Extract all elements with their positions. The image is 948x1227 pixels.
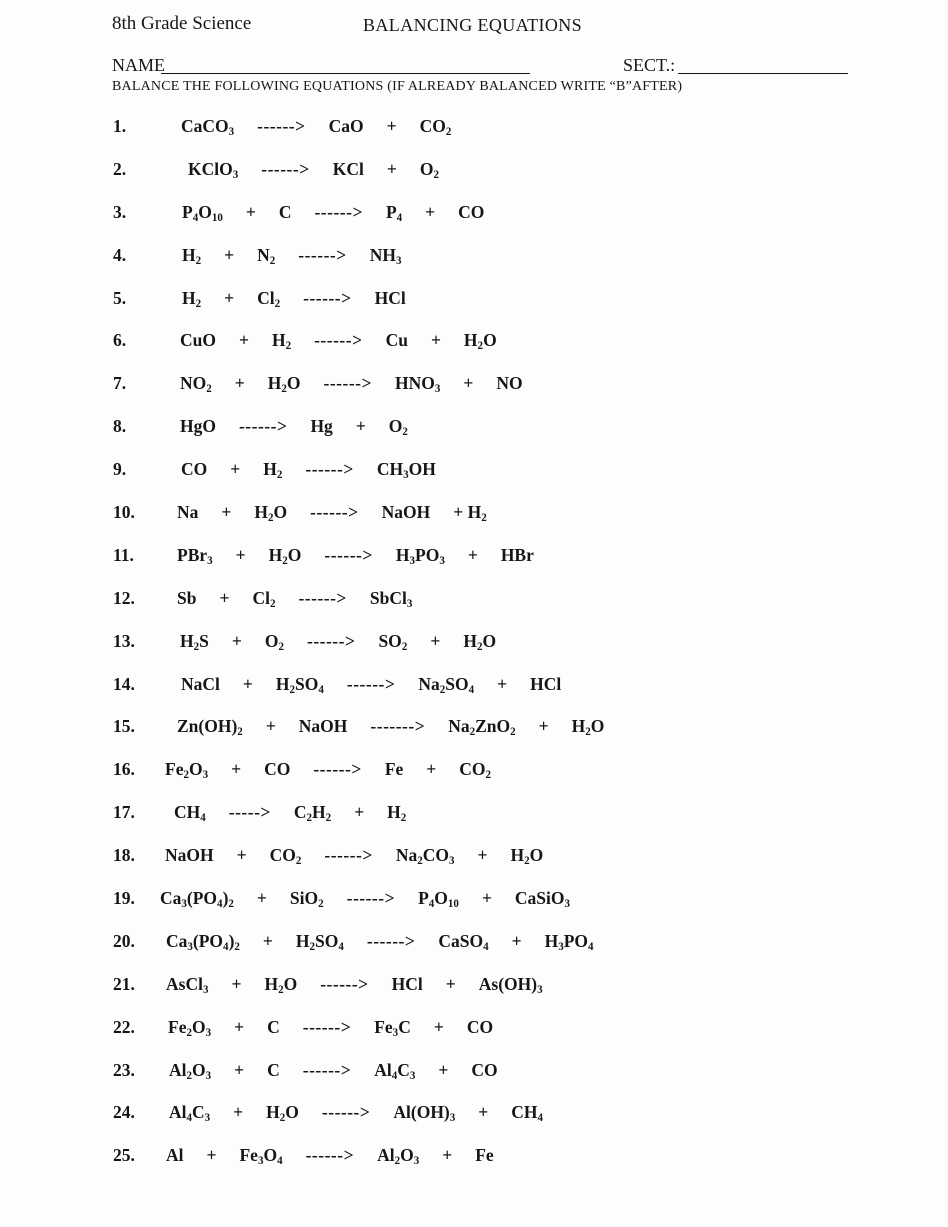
- formula-term: $HNO_3$: [394, 373, 441, 396]
- reaction-arrow: ------>: [298, 244, 347, 265]
- reaction-arrow: ------>: [307, 630, 356, 651]
- reaction-arrow: ------>: [303, 287, 352, 308]
- equation-body: [182, 202, 484, 222]
- equation-body: [180, 330, 497, 353]
- formula-term: $NO_2$: [180, 373, 212, 396]
- formula-term: Na: [177, 502, 199, 523]
- formula-term: $H_3PO_4$: [544, 930, 594, 953]
- equation-number: 24.: [113, 1102, 135, 1123]
- equation-number: 15.: [113, 716, 135, 737]
- equation-row: [113, 674, 604, 717]
- formula-term: $Cl_2$: [252, 587, 276, 610]
- formula-term: $H_2O$: [571, 716, 605, 739]
- reaction-arrow: ------>: [261, 158, 310, 179]
- equation-row: [113, 1017, 604, 1060]
- reaction-arrow: ------>: [310, 502, 359, 523]
- plus-sign: +: [256, 888, 267, 909]
- formula-term: + $H_2$: [453, 502, 487, 525]
- equation-list: [113, 116, 604, 1188]
- formula-term: AsCl$_3$: [166, 973, 209, 996]
- formula-term: CO: [264, 759, 291, 780]
- plus-sign: +: [386, 158, 397, 179]
- equation-body: [166, 931, 594, 951]
- formula-term: SiO$_2$: [289, 888, 324, 911]
- formula-term: $H_2O$: [254, 502, 288, 525]
- formula-term: $Zn(OH)_2$: [177, 716, 243, 739]
- formula-term: $CH_4$: [174, 802, 206, 825]
- name-blank-line: [161, 55, 530, 74]
- equation-number: 3.: [113, 201, 127, 222]
- plus-sign: +: [538, 716, 549, 737]
- plus-sign: +: [467, 544, 478, 565]
- equation-row: [113, 373, 604, 416]
- formula-term: PBr$_3$: [177, 544, 213, 567]
- formula-term: $Cl_2$: [257, 287, 281, 310]
- plus-sign: +: [463, 373, 474, 394]
- formula-term: $O_2$: [264, 630, 284, 653]
- formula-term: CaCO$_3$: [181, 116, 235, 139]
- formula-term: C: [267, 1059, 280, 1080]
- equation-number: 25.: [113, 1145, 135, 1166]
- equation-row: [113, 416, 604, 459]
- page-title: BALANCING EQUATIONS: [363, 15, 583, 35]
- equation-row: [113, 1145, 604, 1188]
- formula-term: NaCl: [181, 673, 220, 694]
- formula-term: $H_2$: [182, 244, 202, 267]
- formula-term: $Al_4C_3$: [374, 1059, 416, 1082]
- plus-sign: +: [430, 630, 441, 651]
- formula-term: $Al(OH)_3$: [393, 1102, 456, 1125]
- formula-term: $Al_2O_3$: [169, 1059, 212, 1082]
- plus-sign: +: [425, 201, 436, 222]
- formula-term: $P_4O_{10}$: [418, 888, 459, 911]
- formula-term: C: [278, 201, 292, 222]
- formula-term: HCl: [391, 973, 423, 994]
- equation-number: 12.: [113, 587, 135, 608]
- equation-body: [166, 974, 543, 994]
- formula-term: $H_3PO_3$: [395, 544, 445, 567]
- formula-term: $H_2O$: [267, 373, 301, 396]
- plus-sign: +: [234, 373, 245, 394]
- plus-sign: +: [230, 459, 241, 480]
- formula-term: $Ca_3(PO_4)_2$: [166, 930, 240, 953]
- reaction-arrow: ------>: [302, 1059, 352, 1080]
- plus-sign: +: [233, 1102, 244, 1123]
- formula-term: CO: [471, 1059, 498, 1080]
- reaction-arrow: ------>: [313, 759, 362, 780]
- equation-row: [113, 159, 604, 202]
- formula-term: $Na_2ZnO_2$: [448, 716, 516, 739]
- formula-term: NaOH: [298, 716, 348, 737]
- equation-body: [174, 802, 407, 825]
- plus-sign: +: [438, 1059, 449, 1080]
- formula-term: $H_2SO_4$: [295, 930, 344, 953]
- equation-number: 21.: [113, 973, 135, 994]
- formula-term: NO: [496, 373, 523, 394]
- formula-term: $P_4O_{10}$: [182, 201, 223, 224]
- plus-sign: +: [481, 888, 492, 909]
- formula-term: $H_2$: [387, 802, 407, 825]
- equation-body: [168, 1017, 493, 1037]
- formula-term: $SO_2$: [378, 630, 408, 653]
- formula-term: $CH_4$: [511, 1102, 544, 1125]
- equation-number: 23.: [113, 1059, 135, 1080]
- plus-sign: +: [245, 201, 256, 222]
- reaction-arrow: ------>: [323, 373, 372, 394]
- plus-sign: +: [355, 416, 366, 437]
- formula-term: $Na_2SO_4$: [418, 673, 475, 696]
- formula-term: $H_2$: [271, 330, 292, 353]
- formula-term: HCl: [374, 287, 406, 308]
- equation-body: [166, 1145, 494, 1168]
- plus-sign: +: [265, 716, 276, 737]
- formula-term: $N_2$: [257, 244, 276, 267]
- formula-term: HgO: [180, 416, 216, 437]
- formula-term: $P_4$: [385, 201, 403, 224]
- equation-body: [180, 416, 408, 439]
- plus-sign: +: [430, 330, 441, 351]
- formula-term: $CH_3OH$: [376, 459, 436, 482]
- equation-row: [113, 759, 604, 802]
- reaction-arrow: ------>: [320, 973, 369, 994]
- formula-term: CuO: [180, 330, 216, 351]
- equation-row: [113, 245, 604, 288]
- equation-number: 22.: [113, 1016, 135, 1037]
- reaction-arrow: ------>: [298, 587, 347, 608]
- equation-row: [113, 588, 604, 631]
- equation-number: 19.: [113, 888, 135, 909]
- equation-body: [180, 373, 523, 396]
- equation-body: [181, 674, 561, 694]
- equation-number: 6.: [113, 330, 127, 351]
- equation-body: [182, 288, 406, 308]
- formula-term: $H_2O$: [266, 1102, 299, 1125]
- equation-row: [113, 459, 604, 502]
- reaction-arrow: ------>: [324, 544, 373, 565]
- reaction-arrow: ----->: [228, 802, 271, 823]
- plus-sign: +: [445, 973, 456, 994]
- equation-row: [113, 974, 604, 1017]
- formula-term: Hg: [310, 416, 333, 437]
- equation-number: 4.: [113, 244, 127, 265]
- formula-term: $O_2$: [388, 416, 408, 439]
- reaction-arrow: ------>: [305, 459, 354, 480]
- formula-term: $Al_4C_3$: [169, 1102, 211, 1125]
- plus-sign: +: [511, 930, 522, 951]
- formula-term: $CO_2$: [459, 759, 492, 782]
- reaction-arrow: ------>: [238, 416, 288, 437]
- formula-term: $H_2$: [263, 459, 283, 482]
- plus-sign: +: [478, 1102, 489, 1123]
- formula-term: $H_2S$: [180, 630, 209, 653]
- reaction-arrow: ------>: [346, 673, 396, 694]
- formula-term: $Fe_2O_3$: [165, 759, 209, 782]
- plus-sign: +: [236, 845, 247, 866]
- equation-row: [113, 631, 604, 674]
- equation-number: 5.: [113, 287, 127, 308]
- reaction-arrow: ------>: [366, 930, 416, 951]
- equation-row: [113, 116, 604, 159]
- reaction-arrow: ------>: [321, 1102, 371, 1123]
- formula-term: $CO_2$: [269, 845, 302, 868]
- formula-term: CaSiO$_3$: [514, 888, 571, 911]
- plus-sign: +: [242, 673, 253, 694]
- reaction-arrow: ------>: [346, 888, 396, 909]
- sect-label: SECT.:: [623, 55, 676, 75]
- equation-body: [177, 588, 412, 608]
- equation-number: 7.: [113, 373, 127, 394]
- formula-term: $O_2$: [419, 158, 439, 181]
- plus-sign: +: [219, 587, 230, 608]
- equation-number: 20.: [113, 930, 135, 951]
- formula-term: $Fe_2O_3$: [168, 1016, 212, 1039]
- reaction-arrow: ------>: [324, 845, 373, 866]
- reaction-arrow: ------>: [305, 1145, 355, 1166]
- equation-number: 13.: [113, 630, 135, 651]
- equation-number: 10.: [113, 502, 135, 523]
- course-label: 8th Grade Science: [112, 13, 252, 34]
- formula-term: $C_2H_2$: [293, 802, 332, 825]
- formula-term: Fe: [384, 759, 404, 780]
- formula-term: $NH_3$: [369, 244, 402, 267]
- formula-term: $Fe_3C$: [374, 1016, 411, 1039]
- plus-sign: +: [231, 630, 242, 651]
- formula-term: $H_2O$: [264, 973, 298, 996]
- equation-body: [177, 716, 605, 739]
- formula-term: Sb: [177, 587, 197, 608]
- formula-term: CO: [458, 201, 485, 222]
- equation-row: [113, 288, 604, 331]
- formula-term: HBr: [500, 544, 534, 565]
- equation-body: [181, 459, 436, 482]
- formula-term: NaOH: [381, 502, 431, 523]
- equation-body: [177, 502, 487, 525]
- plus-sign: +: [231, 759, 242, 780]
- equation-number: 9.: [113, 459, 127, 480]
- formula-term: Fe: [475, 1145, 494, 1166]
- equation-body: [180, 631, 496, 651]
- equation-body: [169, 1102, 544, 1125]
- equation-row: [113, 931, 604, 974]
- equation-body: [188, 159, 439, 179]
- equation-number: 2.: [113, 158, 127, 179]
- plus-sign: +: [224, 287, 235, 308]
- formula-term: $H_2$: [182, 287, 202, 310]
- equation-number: 14.: [113, 673, 135, 694]
- equation-number: 16.: [113, 759, 135, 780]
- plus-sign: +: [224, 244, 235, 265]
- name-label: NAME: [112, 55, 165, 75]
- plus-sign: +: [262, 930, 273, 951]
- plus-sign: +: [238, 330, 249, 351]
- plus-sign: +: [221, 502, 232, 523]
- formula-term: $Fe_3O_4$: [239, 1145, 283, 1168]
- formula-term: $Al_2O_3$: [377, 1145, 420, 1168]
- formula-term: Cu: [385, 330, 408, 351]
- equation-body: [177, 545, 534, 565]
- equation-number: 1.: [113, 116, 127, 136]
- formula-term: $H_2O$: [510, 845, 544, 868]
- equation-row: [113, 545, 604, 588]
- plus-sign: +: [234, 1016, 245, 1037]
- formula-term: HCl: [530, 673, 562, 694]
- equation-body: [165, 759, 492, 782]
- formula-term: Al: [166, 1145, 184, 1166]
- instructions-text: BALANCE THE FOLLOWING EQUATIONS (IF ALREADY BALANCED WRITE “B”AFTER): [112, 79, 683, 94]
- equation-body: [160, 888, 571, 911]
- plus-sign: +: [386, 116, 397, 136]
- equation-row: [113, 802, 604, 845]
- plus-sign: +: [433, 1016, 444, 1037]
- formula-term: $H_2O$: [268, 544, 302, 567]
- equation-body: [169, 1060, 498, 1080]
- reaction-arrow: ------>: [314, 330, 363, 351]
- equation-number: 18.: [113, 845, 135, 866]
- formula-term: KCl: [332, 158, 364, 179]
- plus-sign: +: [206, 1145, 217, 1166]
- formula-term: SbCl$_3$: [369, 587, 413, 610]
- plus-sign: +: [426, 759, 437, 780]
- plus-sign: +: [442, 1145, 453, 1166]
- plus-sign: +: [235, 544, 246, 565]
- formula-term: C: [267, 1016, 280, 1037]
- plus-sign: +: [477, 845, 488, 866]
- plus-sign: +: [354, 802, 365, 823]
- equation-row: [113, 1102, 604, 1145]
- equation-row: [113, 330, 604, 373]
- formula-term: $H_2O$: [463, 630, 497, 653]
- equation-number: 17.: [113, 802, 135, 823]
- formula-term: NaOH: [165, 845, 214, 866]
- formula-term: $Na_2CO_3$: [395, 845, 455, 868]
- equation-body: [182, 245, 402, 265]
- sect-blank-line: [678, 55, 848, 74]
- equation-row: [113, 202, 604, 245]
- equation-number: 8.: [113, 416, 127, 437]
- plus-sign: +: [234, 1059, 245, 1080]
- equation-body: [181, 116, 452, 139]
- equation-row: [113, 888, 604, 931]
- equation-number: 11.: [113, 544, 134, 565]
- formula-term: CO: [466, 1016, 494, 1037]
- formula-term: CaO: [328, 116, 364, 136]
- formula-term: CaSO$_4$: [438, 930, 489, 953]
- reaction-arrow: ------>: [257, 116, 306, 136]
- plus-sign: +: [231, 973, 242, 994]
- formula-term: $H_2SO_4$: [275, 673, 324, 696]
- formula-term: KClO$_3$: [188, 158, 239, 181]
- reaction-arrow: ------->: [370, 716, 426, 737]
- formula-term: CO: [181, 459, 208, 480]
- equation-row: [113, 716, 604, 759]
- equation-row: [113, 845, 604, 888]
- formula-term: $Ca_3(PO_4)_2$: [160, 888, 234, 911]
- formula-term: $CO_2$: [419, 116, 452, 139]
- equation-body: [165, 845, 544, 868]
- equation-row: [113, 502, 604, 545]
- equation-row: [113, 1060, 604, 1103]
- reaction-arrow: ------>: [302, 1016, 352, 1037]
- formula-term: $As(OH)_3$: [478, 973, 543, 996]
- reaction-arrow: ------>: [314, 201, 363, 222]
- formula-term: $H_2O$: [463, 330, 497, 353]
- plus-sign: +: [497, 673, 508, 694]
